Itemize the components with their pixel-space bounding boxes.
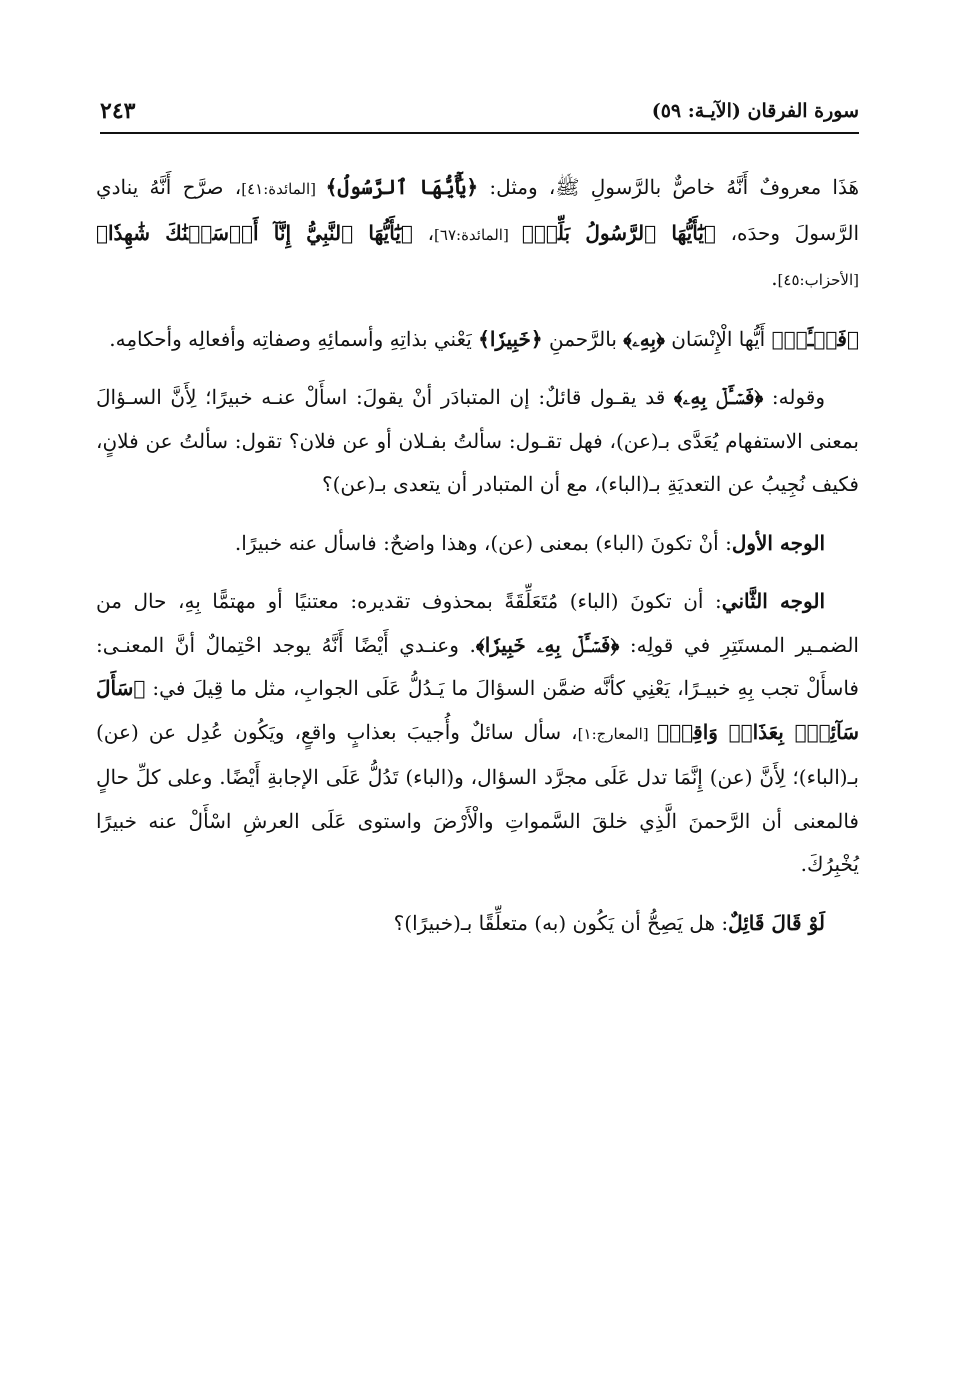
page-header <box>100 96 859 130</box>
text-segment: قد يقـول قائلٌ: إن المتبادَر أنْ يقولَ: اسأَلْ عنـه خبيرًا؛ لِأَنَّ السـؤالَ بمعنى الاستفهام يُعَدَّى بـ(عن)، فهل تقـول: سألتُ بفـلان أو عن فلان؟ تقول: سألتُ عن فلانٍ، فكيف نُجِيبُ عن التعديَةِ بـ(الباء)، مع أن المتبادر أن يتعدى بـ(عن)؟ <box>96 385 860 496</box>
text-segment: : أن تكونَ (الباء) مُتَعَلِّقَةً بمحذوف تقديره: معتنيًا أو مهتمًّا بِهِ، حال من الضمـير المستَتِرِ في قولِه: <box>96 589 859 657</box>
text-segment: . <box>771 266 778 290</box>
quran-verse: ﴿يَٰٓأَيُّهَا ٱلرَّسُولُ بَلِّغۡ﴾ <box>521 220 716 245</box>
text-segment: وقوله: <box>763 385 825 409</box>
quran-verse: ﴿فَسۡـَٔلۡ﴾ <box>771 326 859 351</box>
paragraph <box>96 318 859 362</box>
text-segment: أَيُّها الْإِنْسَان <box>664 326 772 351</box>
paragraph <box>96 376 859 507</box>
text-segment: ، صرَّح أَنَّهُ ينادي الرَّسولَ وحدَه، <box>96 175 860 245</box>
text-segment: ، سأل سائلٌ وأُجيبَ بعذابٍ واقعٍ، ويَكُون عُدِل عن (عن) بـ(الباء)؛ لِأَنَّ (عن) إِنَّمَا تدل عَلَى مجرَّد السؤال، و(الباء) تَدُلُّ عَلَى الإجابةِ أَيْضًا. وعلى كلِّ حالٍ فالمعنى أن الرَّحمنَ الَّذِي خلقَ السَّمواتِ والْأَرْضَ واستوى عَلَى العرشِ اسْأَلْ عنه خبيرًا يُخْبِرُكَ. <box>96 719 859 876</box>
quran-verse: ﴿بِهِۦ﴾ <box>623 326 665 351</box>
verse-reference: [المعارج:١] <box>577 724 658 743</box>
text-segment: بالرَّحمنِ <box>542 326 624 351</box>
verse-reference: [المائدة:٤١] <box>241 180 326 198</box>
quran-verse: ﴿فَسۡـَٔلۡ بِهِۦ﴾ <box>673 385 764 409</box>
quran-verse: ﴿خَبِيرٗا﴾ <box>478 326 543 351</box>
page-number: ٢٤٣ <box>100 98 136 124</box>
paragraph <box>96 166 859 303</box>
paragraph <box>96 902 859 946</box>
header-divider <box>100 132 859 134</box>
quran-verse: ﴿يَٰٓأَيُّهَا ٱلنَّبِيُّ إِنَّآ أَرۡسَلۡنَٰكَ شَٰهِدٗا﴾ <box>96 220 413 245</box>
text-segment: هَذَا معروفٌ أَنَّهُ خاصٌّ بالرَّسولِ ﷺ، ومثل: <box>478 175 860 199</box>
verse-reference: [المائدة:٦٧] <box>434 225 522 244</box>
surah-title: سورة الفرقان (الآيـة: ٥٩) <box>651 100 859 122</box>
text-segment: : أنْ تكونَ (الباء) بمعنى (عن)، وهذا واضحٌ: فاسأل عنه خبيرًا. <box>234 530 732 555</box>
body-text <box>96 166 859 960</box>
text-segment: يَعْني بذاتِهِ وأسمائِهِ وصفاتِه وأفعالِه وأحكامِه. <box>109 326 479 351</box>
paragraph <box>96 580 859 887</box>
quran-verse: ﴿سَأَلَ سَآئِلُۢ بِعَذَابٖ وَاقِعٖ﴾ <box>96 676 859 744</box>
verse-reference: [الأحزاب:٤٥] <box>777 271 859 289</box>
quran-verse: ﴿يَٰٓأَيُّهَا ٱلرَّسُولُ﴾ <box>325 175 479 199</box>
bold-heading: الوجه الثَّاني <box>721 589 826 613</box>
paragraph <box>96 522 859 566</box>
bold-heading: الوجه الأول <box>731 530 825 555</box>
quran-verse: ﴿فَسۡـَٔلۡ بِهِۦ خَبِيرٗا﴾ <box>475 632 620 657</box>
text-segment: : هل يَصِحُّ أن يَكُون (به) متعلِّقًا بـ(خبيرًا)؟ <box>393 910 729 935</box>
text-segment: . وعنـدي أَيْضًا أَنَّهُ يوجد احْتِمالٌ أنَّ المعنـى: فاسأَلْ تجب بِهِ خبيـرًا، يَعْنِي كأنَّه ضمَّن السؤالَ ما يَـدُلُّ عَلَى الجوابِ، مثل ما قِيلَ في: <box>96 632 859 700</box>
text-segment: ، <box>412 220 435 245</box>
bold-heading: لَوْ قَالَ قَائِلٌ <box>728 910 825 935</box>
